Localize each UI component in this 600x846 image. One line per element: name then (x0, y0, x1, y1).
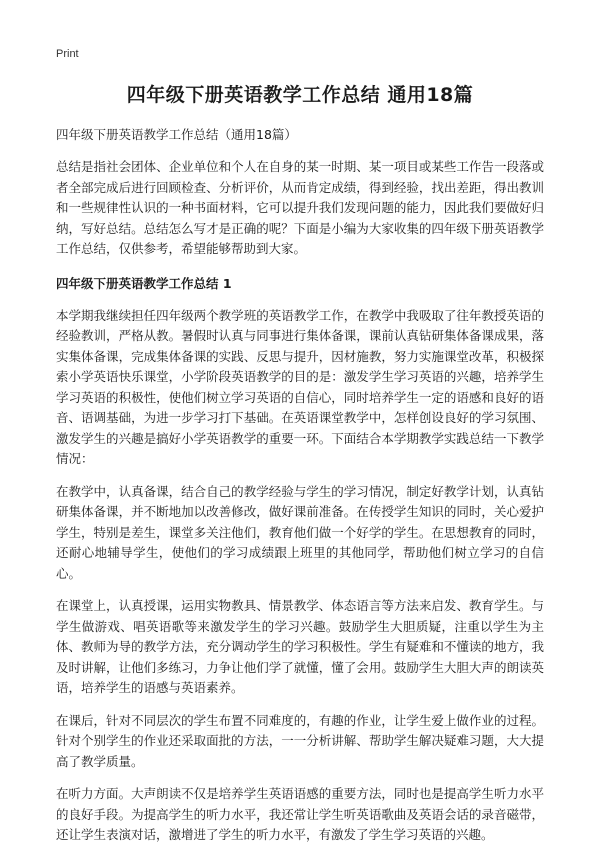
body-paragraph: 在听力方面。大声朗读不仅是培养学生英语语感的重要方法，同时也是提高学生听力水平的良好手段。为提高学生的听力水平，我还常让学生听英语歌曲及英语会话的录音磁带，还让学生表演对话，激增进了学生的听力水平，有激发了学生学习英语的兴趣。 (56, 786, 544, 842)
body-paragraph: 本学期我继续担任四年级两个教学班的英语教学工作，在教学中我吸取了往年教授英语的经验教训，严格从教。暑假时认真与同事进行集体备课，课前认真钻研集体备课成果，落实集体备课，完成集体备课的实践、反思与提升，因材施教，努力实施课堂改革，积极探索小学英语快乐课堂，小学阶段英语教学的目的是：激发学生学习英语的兴趣，培养学生学习英语的积极性，使他们树立学习英语的自信心，同时培养学生一定的语感和良好的语音、语调基础，为进一步学习打下基础。在英语课堂教学中，怎样创设良好的学习氛围、激发学生的兴趣是搞好小学英语教学的重要一环。下面结合本学期教学实践总结一下教学情况： (56, 307, 544, 466)
section-heading: 四年级下册英语教学工作总结 1 (56, 275, 232, 291)
body-paragraph: 在课后，针对不同层次的学生布置不同难度的，有趣的作业，让学生爱上做作业的过程。针对个别学生的作业还采取面批的方法，一一分析讲解、帮助学生解决疑难习题，大大提高了教学质量。 (56, 712, 544, 769)
body-paragraph: 在教学中，认真备课，结合自己的教学经验与学生的学习情况，制定好教学计划，认真钻研集体备课，并不断地加以改善修改，做好课前准备。在传授学生知识的同时，关心爱护学生，特别是差生，课堂多关注他们，教育他们做一个好学的学生。在思想教育的同时，还耐心地辅导学生，使他们的学习成绩跟上班里的其他同学，帮助他们树立学习的自信心。 (56, 483, 544, 581)
page-title: 四年级下册英语教学工作总结 通用18篇 (126, 84, 474, 106)
print-label[interactable]: Print (56, 48, 79, 60)
document-subtitle: 四年级下册英语教学工作总结（通用18篇） (56, 127, 297, 142)
intro-paragraph: 总结是指社会团体、企业单位和个人在自身的某一时期、某一项目或某些工作告一段落或者全部完成后进行回顾检查、分析评价，从而肯定成绩，得到经验，找出差距，得出教训和一些规律性认识的一种书面材料，它可以提升我们发现问题的能力，因此我们要做好归纳，写好总结。总结怎么写才是正确的呢？下面是小编为大家收集的四年级下册英语教学工作总结，仅供参考，希望能够帮助到大家。 (56, 159, 544, 256)
body-paragraph: 在课堂上，认真授课，运用实物教具、情景教学、体态语言等方法来启发、教育学生。与学生做游戏、唱英语歌等来激发学生的学习兴趣。鼓励学生大胆质疑，注重以学生为主体、教师为导的教学方法，充分调动学生的学习积极性。学生有疑难和不懂读的地方，我及时讲解，让他们多练习，力争让他们学了就懂，懂了会用。鼓励学生大胆大声的朗读英语，培养学生的语感与英语素养。 (56, 598, 544, 695)
